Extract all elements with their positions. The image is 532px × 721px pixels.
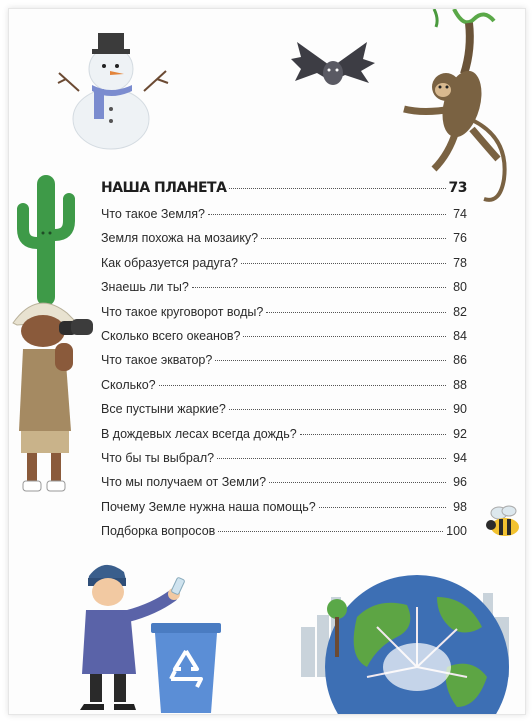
toc-entry-title: Что мы получаем от Земли? xyxy=(101,475,267,490)
toc-entry[interactable] xyxy=(101,470,467,494)
toc-entry-title: Почему Земле нужна наша помощь? xyxy=(101,499,316,514)
toc-entry-title: В дождевых лесах всегда дождь? xyxy=(101,426,297,441)
toc-entry-page: 74 xyxy=(453,207,467,221)
snowman-illustration xyxy=(54,21,174,151)
toc-entry[interactable] xyxy=(101,202,467,226)
toc-heading-page: 73 xyxy=(448,180,467,196)
toc-entry-title: Что такое круговорот воды? xyxy=(101,304,264,319)
explorer-illustration xyxy=(9,291,104,496)
toc-entry-page: 98 xyxy=(453,499,467,514)
toc-entry[interactable] xyxy=(101,422,467,446)
recycle-bin-icon xyxy=(149,621,223,713)
cactus-illustration xyxy=(17,171,77,306)
toc-entry-page: 80 xyxy=(453,280,467,295)
toc-entry-page: 96 xyxy=(453,475,467,490)
toc-entry-page: 76 xyxy=(453,231,467,246)
toc-entry-title: Как образуется радуга? xyxy=(101,255,238,270)
toc-leader-dots xyxy=(319,507,446,508)
toc-entry-page: 78 xyxy=(453,255,467,270)
toc-leader-dots xyxy=(159,385,446,386)
toc-entry[interactable] xyxy=(101,226,467,250)
toc-leader-dots xyxy=(208,214,446,215)
toc-entry-title: Что такое Земля? xyxy=(101,207,205,221)
toc-entry-page: 90 xyxy=(453,402,467,417)
toc-entry[interactable] xyxy=(101,275,467,299)
toc-leader-dots xyxy=(215,360,446,361)
toc-entry-page: 86 xyxy=(453,353,467,368)
toc-entry[interactable] xyxy=(101,373,467,397)
toc-leader-dots xyxy=(217,458,446,459)
toc-leader-dots xyxy=(261,238,446,239)
table-of-contents xyxy=(101,174,467,543)
toc-leader-dots xyxy=(269,482,446,483)
toc-entry-page: 100 xyxy=(446,524,467,539)
toc-entry-title: Подборка вопросов xyxy=(101,524,216,539)
toc-leader-dots xyxy=(300,434,446,435)
toc-leader-dots xyxy=(243,336,446,337)
toc-entry-title: Что бы ты выбрал? xyxy=(101,450,215,465)
bee-illustration xyxy=(483,503,525,545)
toc-section-heading[interactable] xyxy=(101,174,467,202)
toc-entry[interactable] xyxy=(101,348,467,372)
toc-entry[interactable] xyxy=(101,495,467,519)
toc-entry-page: 84 xyxy=(453,328,467,343)
toc-entry-title: Все пустыни жаркие? xyxy=(101,402,226,417)
bat-illustration xyxy=(287,37,377,97)
toc-entry-title: Что такое экватор? xyxy=(101,353,213,368)
toc-entry[interactable] xyxy=(101,519,467,543)
toc-entry-page: 82 xyxy=(453,304,467,319)
toc-entry[interactable] xyxy=(101,300,467,324)
book-page xyxy=(8,8,526,715)
toc-entry-page: 94 xyxy=(453,450,467,465)
toc-heading-title: НАША ПЛАНЕТА xyxy=(101,180,227,196)
earth-globe-illustration xyxy=(297,557,525,714)
toc-entry-title: Сколько? xyxy=(101,377,156,392)
toc-leader-dots xyxy=(192,287,446,288)
toc-entry-page: 88 xyxy=(453,377,467,392)
toc-entry[interactable] xyxy=(101,446,467,470)
toc-leader-dots xyxy=(218,531,443,532)
toc-leader-dots xyxy=(229,188,445,189)
toc-entry-title: Сколько всего океанов? xyxy=(101,328,241,343)
toc-leader-dots xyxy=(241,263,446,264)
toc-entry-page: 92 xyxy=(453,426,467,441)
toc-leader-dots xyxy=(266,312,446,313)
toc-leader-dots xyxy=(229,409,446,410)
toc-entry[interactable] xyxy=(101,324,467,348)
toc-entry[interactable] xyxy=(101,397,467,421)
toc-entry[interactable] xyxy=(101,251,467,275)
toc-entry-title: Земля похожа на мозаику? xyxy=(101,231,259,246)
toc-entry-title: Знаешь ли ты? xyxy=(101,280,189,295)
toc-entries xyxy=(101,202,467,543)
